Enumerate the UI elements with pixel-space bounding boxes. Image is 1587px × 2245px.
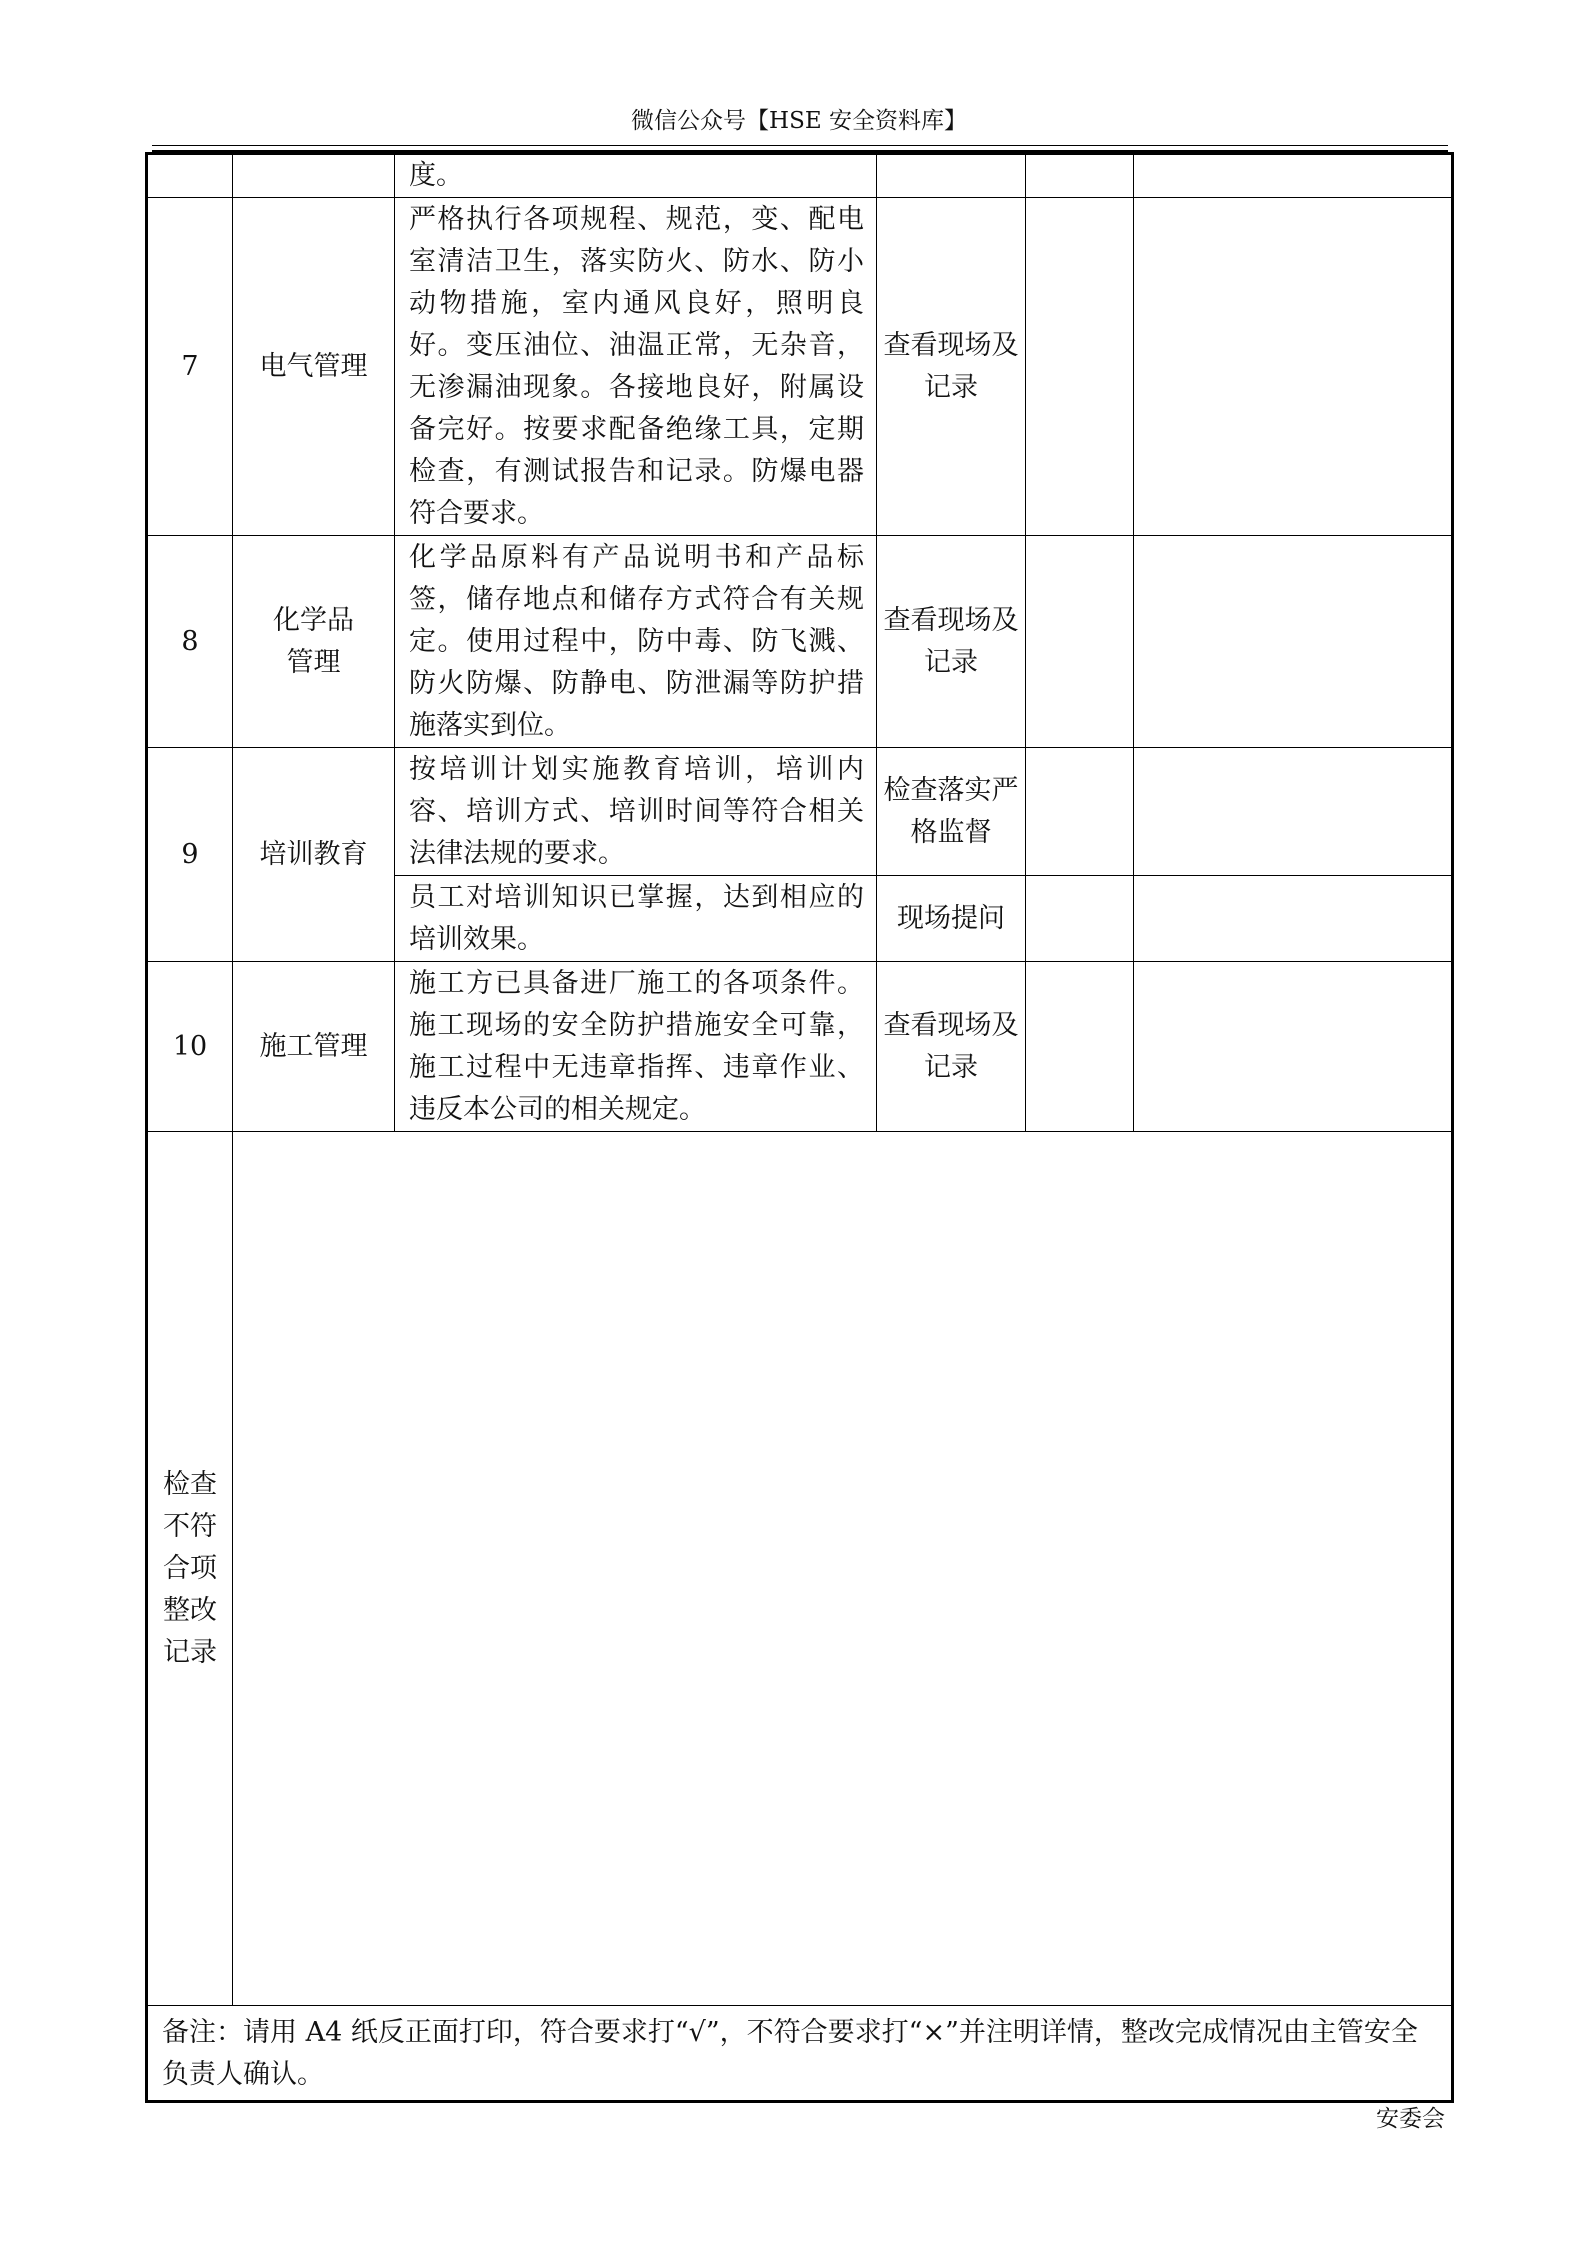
remark-cell[interactable] xyxy=(1134,748,1453,876)
row-standard: 严格执行各项规程、规范，变、配电室清洁卫生，落实防火、防水、防小动物措施，室内通风良好，照明良好。变压油位、油温正常，无杂音，无渗漏油现象。各接地良好，附属设备完好。按要求配备绝缘工具，定期检查，有测试报告和记录。防爆电器符合要求。 xyxy=(395,198,877,536)
table-row-7 xyxy=(147,198,1453,536)
table-row-8 xyxy=(147,536,1453,748)
row-item: 化学品管理 xyxy=(273,604,354,678)
inspection-table xyxy=(145,152,1454,2103)
rectification-content[interactable] xyxy=(233,1132,1453,2006)
row-number: 9 xyxy=(147,748,233,962)
note-text: 备注：请用 A4 纸反正面打印，符合要求打“√”，不符合要求打“×”并注明详情，整改完成情况由主管安全负责人确认。 xyxy=(147,2006,1453,2102)
result-cell[interactable] xyxy=(1026,154,1134,198)
footer-signature: 安委会 xyxy=(1376,2106,1445,2132)
row-item: 施工管理 xyxy=(233,962,395,1132)
table-row-continuation xyxy=(147,154,1453,198)
remark-cell[interactable] xyxy=(1134,198,1453,536)
row-standard: 化学品原料有产品说明书和产品标签，储存地点和储存方式符合有关规定。使用过程中，防中毒、防飞溅、防火防爆、防静电、防泄漏等防护措施落实到位。 xyxy=(395,536,877,748)
row-method: 现场提问 xyxy=(877,876,1026,962)
row-number: 7 xyxy=(147,198,233,536)
remark-cell[interactable] xyxy=(1134,876,1453,962)
rectification-label-cell xyxy=(147,1132,233,2006)
table-row-9 xyxy=(147,748,1453,876)
result-cell[interactable] xyxy=(1026,876,1134,962)
row-standard: 度。 xyxy=(395,154,877,198)
row-number xyxy=(147,154,233,198)
rectification-row xyxy=(147,1132,1453,2006)
row-method xyxy=(877,154,1026,198)
note-row xyxy=(147,2006,1453,2102)
row-item: 培训教育 xyxy=(233,748,395,962)
remark-cell[interactable] xyxy=(1134,962,1453,1132)
row-method: 查看现场及记录 xyxy=(877,536,1026,748)
row-number: 10 xyxy=(147,962,233,1132)
row-standard: 施工方已具备进厂施工的各项条件。施工现场的安全防护措施安全可靠，施工过程中无违章指挥、违章作业、违反本公司的相关规定。 xyxy=(395,962,877,1132)
row-number: 8 xyxy=(147,536,233,748)
row-method: 检查落实严格监督 xyxy=(877,748,1026,876)
result-cell[interactable] xyxy=(1026,962,1134,1132)
table-row-10 xyxy=(147,962,1453,1132)
result-cell[interactable] xyxy=(1026,748,1134,876)
row-item xyxy=(233,154,395,198)
result-cell[interactable] xyxy=(1026,536,1134,748)
page-header: 微信公众号【HSE 安全资料库】 xyxy=(631,108,967,134)
row-item-cell xyxy=(233,536,395,748)
row-method: 查看现场及记录 xyxy=(877,198,1026,536)
result-cell[interactable] xyxy=(1026,198,1134,536)
header-rule xyxy=(152,145,1448,146)
rectification-label: 检查不符合项整改记录 xyxy=(163,1468,217,1668)
row-item: 电气管理 xyxy=(233,198,395,536)
row-method: 查看现场及记录 xyxy=(877,962,1026,1132)
remark-cell[interactable] xyxy=(1134,536,1453,748)
row-standard: 按培训计划实施教育培训，培训内容、培训方式、培训时间等符合相关法律法规的要求。 xyxy=(395,748,877,876)
remark-cell[interactable] xyxy=(1134,154,1453,198)
row-standard: 员工对培训知识已掌握，达到相应的培训效果。 xyxy=(395,876,877,962)
